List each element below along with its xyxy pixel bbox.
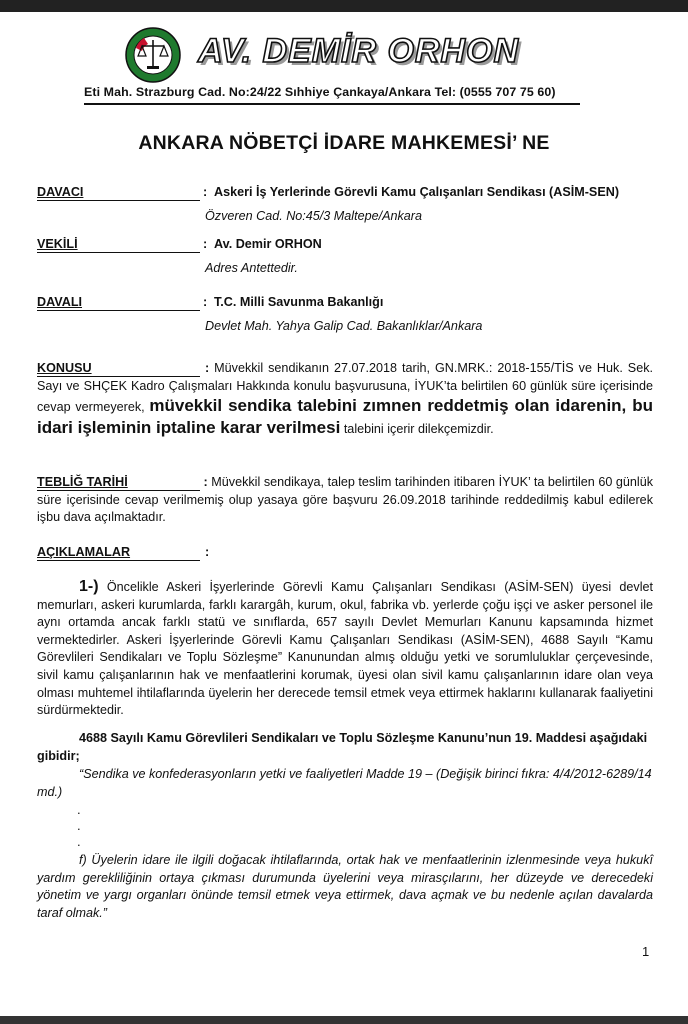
counsel-section: [37, 236, 653, 280]
explanation-item-1-text: Öncelikle Askeri İşyerlerinde Görevli Kamu Çalışanları Sendikası (ASİM-SEN) üyesi devlet memurları, askeri kurumlarda, farklı karargâh, kurum, okul, fabrika vb. yerlerde çoğu işçi ve asker personel ile aynı ortamda ancak farklı statü ve sınıflarda, 657 sayılı Devlet Memurları Kanunu kapsamında hizmet vermektedirler. Askeri İşyerlerinde Görevli Kamu Çalışanları Sendikası (ASİM-SEN), 4688 Sayılı “Kamu Görevlileri Sendikaları ve Toplu Sözleşme” Kanunundan almış olduğu yetki ve sorumluluklar çerçevesinde, sivil kamu çalışanlarının hak ve menfaatlerini korumak, üyesi olan sivil kamu çalışanlarının idare olan veya olması muhtemel ihtilaflarında üyelerin her derecede temsil etmek veya ettirmek haklarını kullanarak faaliyetini sürdürmektedir.: [37, 580, 654, 718]
letterhead-address: Eti Mah. Strazburg Cad. No:24/22 Sıhhiye Çankaya/Ankara Tel: (0555 707 75 60): [84, 85, 556, 99]
law-firm-logo-icon: [124, 26, 182, 84]
explanations-heading: [37, 544, 653, 564]
subject-label: KONUSU: [37, 361, 92, 375]
notification-paragraph: [37, 474, 653, 527]
notification-section: [37, 474, 653, 530]
subject-label-wrap: [37, 361, 200, 377]
subject-text-2: talebini içerir dilekçemizdir.: [343, 422, 494, 437]
explanation-item-1: [37, 578, 653, 718]
defendant-label: DAVALI: [37, 295, 83, 309]
defendant-name: T.C. Milli Savunma Bakanlığı: [214, 295, 384, 309]
defendant-colon: :: [203, 295, 208, 309]
letterhead-divider: [84, 103, 580, 105]
quote-f: f) Üyelerin idare ile ilgili doğacak ihtilaflarında, ortak hak ve menfaatlerinin izlenmesinde veya hukukî yardım gerekliliğinin ortaya çıkması durumunda üyelerini veya mirasçılarını, her düzeyde ve derecedeki yönetim ve yargı organları önünde temsil etmek veya ettirmek, dava açmak ve bu nedenle açılan davalarda taraf olmak.”: [37, 853, 653, 920]
law-heading-block: [37, 730, 653, 766]
counsel-name: Av. Demir ORHON: [214, 237, 322, 251]
letterhead: [120, 22, 560, 86]
subject-text-1: Müvekkil sendikanın 27.07.2018 tarih, GN.MRK.: 2018-155/TİS ve Huk. Sek. Sayı ve SHÇEK Kadro Çalışmaları Hakkında konulu başvurusuna, İYUK’ta belirtilen 60 günlük süre içerisinde cevap vermeyerek,: [37, 361, 653, 415]
counsel-address: Adres Antettedir.: [205, 261, 298, 275]
defendant-section: [37, 294, 653, 338]
explanations-colon: :: [205, 545, 210, 559]
counsel-label: VEKİLİ: [37, 237, 78, 251]
subject-paragraph: [37, 360, 653, 439]
notification-colon: :: [203, 475, 208, 489]
law-heading: 4688 Sayılı Kamu Görevlileri Sendikaları ve Toplu Sözleşme Kanunu’nun 19. Maddesi aşağıdaki gibidir;: [37, 731, 648, 763]
plaintiff-name: Askeri İş Yerlerinde Görevli Kamu Çalışanları Sendikası (ASİM-SEN): [214, 185, 620, 199]
explanations-label: AÇIKLAMALAR: [37, 545, 131, 559]
explanation-item-1-paragraph: [37, 578, 653, 720]
counsel-colon: :: [203, 237, 208, 251]
subject-section: [37, 360, 653, 460]
ellipsis-dot: .: [77, 818, 81, 833]
plaintiff-label: DAVACI: [37, 185, 84, 199]
quote-intro-block: [37, 766, 653, 802]
subject-text-bold: müvekkil sendika talebini zımnen reddetmiş olan idarenin, bu idari işleminin iptaline karar verilmesi: [37, 396, 653, 438]
explanation-item-1-number: 1-): [79, 578, 99, 595]
ellipsis-dot: .: [77, 834, 81, 849]
page-number: 1: [642, 944, 650, 959]
defendant-address: Devlet Mah. Yahya Galip Cad. Bakanlıklar/Ankara: [205, 319, 483, 333]
subject-colon: :: [204, 361, 210, 375]
plaintiff-section: [37, 184, 653, 228]
notification-label-wrap: [37, 475, 200, 491]
quote-f-block: [37, 852, 653, 922]
plaintiff-address: Özveren Cad. No:45/3 Maltepe/Ankara: [205, 209, 423, 223]
scan-bottom-edge: [0, 1016, 688, 1024]
notification-label: TEBLİĞ TARİHİ: [37, 475, 128, 489]
scan-top-edge: [0, 0, 688, 12]
notification-text: Müvekkil sendikaya, talep teslim tarihinden itibaren İYUK’ ta belirtilen 60 günlük süre içerisinde cevap verilmemiş olup yasaya göre başvuru 26.09.2018 tarihinde reddedilmiş kabul edilerek işbu dava açılmaktadır.: [37, 475, 653, 525]
plaintiff-colon: :: [203, 185, 208, 199]
quote-intro: “Sendika ve konfederasyonların yetki ve faaliyetleri Madde 19 – (Değişik birinci fıkra: 4/4/2012-6289/14 md.): [37, 767, 652, 799]
court-title: ANKARA NÖBETÇİ İDARE MAHKEMESİ’ NE: [138, 132, 550, 154]
firm-name: AV. DEMİR ORHON: [198, 32, 520, 70]
ellipsis-dot: .: [77, 802, 81, 817]
